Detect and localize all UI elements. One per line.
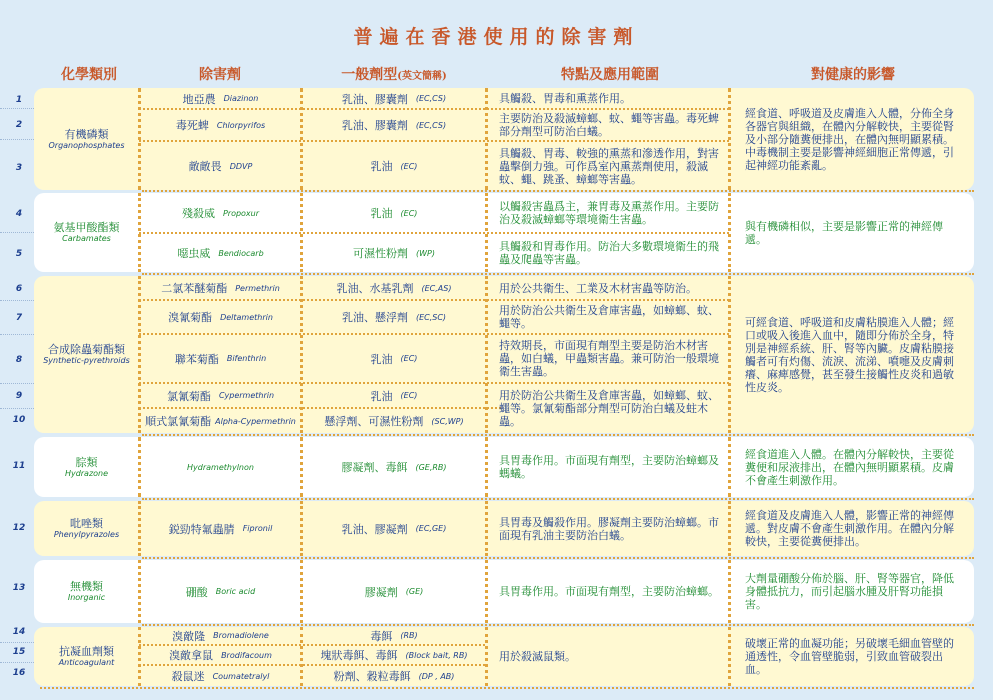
pesticide-name-en: Coumatetralyl [212,671,270,681]
pesticide-cell [141,384,300,407]
health-cell: 可經食道、呼吸道和皮膚粘膜進入人體；經口或吸入後進入血中，隨即分佈於全身，特別是神經系統、肝、腎等內臟。皮膚粘膜接觸者可有灼傷、流淚、流涕、噴嚏及皮膚刺癢、麻痺感覺，甚至發生接觸性皮炎和過敏性皮炎。 [745,315,954,394]
pesticide-name-zh: 順式氯氰菊酯 [145,415,212,428]
features-cell: 用於殺滅鼠類。 [499,650,576,663]
category-en: Anticoagulant [58,658,115,667]
formulation-cell [303,335,485,382]
row-number: 2 [15,120,23,130]
category-cell [34,560,139,623]
health-cell: 經食道進入人體。在體內分解較快，主要從糞便和尿液排出，在體內無明顯累積。皮膚不會產生刺激作用。 [745,447,954,487]
pesticide-cell [141,627,300,644]
row-number: 15 [12,647,26,657]
header-pesticide: 除害劑 [199,67,241,83]
row-number: 12 [12,523,26,533]
pesticide-cell [141,409,300,433]
row-number: 1 [15,95,23,105]
pesticide-name-zh: 二氯苯醚菊酯 [161,282,228,295]
formulation-cell [303,193,485,233]
group-inorganic [34,560,974,623]
category-en: Phenylpyrazoles [53,530,120,539]
category-en: Carbamates [62,234,111,243]
header-formulation-note: (英文簡稱) [397,71,447,82]
features-cell: 具胃毒作用。市面現有劑型，主要防治蟑螂。 [499,585,719,598]
formulation-cell [303,409,485,433]
category-zh: 氨基甲酸酯類 [53,221,120,234]
pesticide-cell [141,276,300,300]
header-health: 對健康的影響 [811,67,895,83]
row-number: 6 [15,284,23,294]
formulation-abbr: (Block bait, RB) [405,650,468,660]
features-cell: 具胃毒及觸殺作用。膠凝劑主要防治蟑螂。市面現有乳油主要防治白蟻。 [499,515,719,542]
pesticide-cell [141,301,300,333]
category-zh: 有機磷類 [64,127,109,141]
pesticide-name-zh: 硼酸 [185,585,208,599]
formulation-zh: 乳油 [370,160,393,173]
formulation-cell [303,110,485,140]
features-cell: 具胃毒作用。市面現有劑型，主要防治蟑螂及螞蟻。 [499,454,719,480]
row-divider [0,108,34,109]
formulation-cell [303,666,485,686]
pesticide-name-en: Diazinon [223,94,259,103]
formulation-abbr: (EC) [400,354,418,363]
category-zh: 合成除蟲菊酯類 [48,343,125,356]
header-formulation [302,64,486,84]
category-en: Inorganic [67,593,106,602]
health-cell: 經食道、呼吸道及皮膚進入人體，分佈全身各器官與組織，在體內分解較快，主要從腎及小部分隨糞便排出，在體內無明顯累積。中毒機制主要是影響神經細胞正常傳遞，引起神經功能紊亂。 [745,106,954,172]
formulation-cell [303,646,485,664]
pesticide-name-zh: 毒死蜱 [175,119,209,132]
category-zh: 無機類 [70,580,103,593]
row-number: 9 [15,391,23,401]
pesticide-name-zh: 氯氰菊酯 [166,389,211,403]
pesticide-cell [141,193,300,233]
header-category: 化學類別 [61,67,117,83]
pesticide-name-zh: 溴氰菊酯 [168,311,213,324]
formulation-abbr: (EC,CS) [415,94,447,103]
pesticide-cell [141,335,300,382]
row-divider [0,139,34,140]
pesticide-name-en: Fipronil [242,524,273,533]
pesticide-name-en: Hydramethylnon [187,462,254,472]
pesticide-name-zh: 聯苯菊酯 [174,352,219,366]
pesticide-cell [141,142,300,190]
formulation-zh: 乳油 [370,352,393,366]
formulation-zh: 毒餌 [370,629,393,643]
health-cell: 大劑量硼酸分佈於腦、肝、腎等器官，降低身體抵抗力，而引起腦水腫及肝腎功能損害。 [745,572,954,611]
pesticide-cell [141,666,300,686]
row-number: 5 [15,249,23,259]
row-divider [0,383,34,384]
header-formulation-label: 一般劑型 [341,67,398,83]
category-zh: 抗凝血劑類 [59,645,114,658]
features-cell: 用於防治公共衛生及倉庫害蟲，如蟑螂、蚊、蠅等。 [499,304,719,330]
pesticide-name-zh: 溴敵隆 [172,629,206,643]
row-number: 7 [15,313,23,323]
row-number: 13 [12,583,26,593]
pesticide-name-en: Bifenthrin [226,354,267,363]
features-cell: 主要防治及殺滅蟑螂、蚊、蠅等害蟲。毒死蜱部分劑型可防治白蟻。 [499,112,719,138]
row-divider [0,408,34,409]
formulation-abbr: (WP) [416,248,435,258]
features-cell: 用於防治公共衛生及倉庫害蟲，如蟑螂、蚊、蠅等。氯氰菊酯部分劑型可防治白蟻及蛀木蟲。 [499,389,719,428]
formulation-zh: 粉劑、穀粒毒餌 [333,670,411,683]
formulation-zh: 乳油、水基乳劑 [336,282,414,295]
formulation-abbr: (EC,AS) [421,283,452,293]
pesticide-name-en: Chlorpyrifos [216,120,266,130]
pesticide-name-zh: 噁虫威 [177,247,211,260]
formulation-abbr: (EC,CS) [415,120,447,130]
group-anticoagulant [34,627,974,686]
group-phenylpyrazoles [34,501,974,556]
formulation-cell [303,88,485,109]
category-cell [34,193,139,272]
category-cell [34,276,139,433]
pesticide-cell [141,501,300,556]
pesticide-name-en: Brodifacoum [221,650,272,660]
row-number: 11 [12,461,26,471]
formulation-abbr: (SC,WP) [431,416,464,426]
row-number: 14 [12,627,26,637]
formulation-abbr: (EC) [400,161,418,171]
category-zh: 腙類 [75,455,98,469]
features-cell: 用於公共衛生、工業及木材害蟲等防治。 [499,281,697,295]
formulation-abbr: (EC,SC) [415,312,447,322]
pesticide-name-en: Propoxur [222,208,260,218]
formulation-zh: 塊狀毒餌、毒餌 [320,649,398,662]
group-organophosphates [34,88,974,190]
formulation-cell [303,142,485,190]
formulation-abbr: (EC) [400,391,418,400]
formulation-zh: 乳油、膠囊劑 [341,92,408,106]
formulation-zh: 可濕性粉劑 [353,247,408,260]
pesticide-name-zh: 地亞農 [182,92,216,106]
pesticide-name-en: Cypermethrin [218,391,275,400]
formulation-cell [303,276,485,300]
features-cell: 以觸殺害蟲爲主，兼胃毒及熏蒸作用。主要防治及殺滅蟑螂等環境衛生害蟲。 [499,200,719,226]
row-divider [0,232,34,233]
row-divider [0,334,34,335]
features-cell: 具觸殺和胃毒作用。防治大多數環境衛生的飛蟲及爬蟲等害蟲。 [499,240,719,266]
pesticide-name-zh: 敵敵畏 [188,160,222,173]
formulation-abbr: (RB) [400,631,418,640]
pesticide-name-en: Alpha-Cypermethrin [215,416,296,426]
formulation-zh: 乳油、懸浮劑 [341,311,408,324]
formulation-cell [303,301,485,333]
category-cell [34,437,139,497]
formulation-abbr: (GE) [405,587,424,596]
features-cell: 持效期長，市面現有劑型主要是防治木材害蟲，如白蟻，甲蟲類害蟲。兼可防治一般環境衛生害蟲。 [499,339,719,378]
row-number: 16 [12,668,26,678]
formulation-cell [303,560,485,623]
pesticide-cell [141,88,300,109]
pesticide-cell [141,234,300,272]
row-divider [0,642,34,643]
formulation-cell [303,501,485,556]
pesticide-cell [141,110,300,140]
formulation-abbr: (EC) [400,208,418,218]
category-cell [34,627,139,686]
health-cell: 破壞正常的血凝功能；另破壞毛細血管壁的通透性，令血管壁脆弱，引致血管破裂出血。 [745,637,954,676]
header-features: 特點及應用範圍 [561,67,659,83]
pesticide-name-en: Permethrin [235,283,280,293]
page-title: 普遍在香港使用的除害劑 [353,26,640,48]
health-cell: 經食道及皮膚進入人體，影響正常的神經傳遞。對皮膚不會產生刺激作用。在體內分解較快，主要從糞便排出。 [745,509,954,548]
formulation-cell [303,234,485,272]
pesticide-cell [141,437,300,497]
formulation-zh: 膠凝劑 [364,585,398,599]
row-divider [0,300,34,301]
health-cell: 與有機磷相似，主要是影響正常的神經傳遞。 [745,219,943,246]
pesticide-name-en: Bendiocarb [218,248,264,258]
formulation-zh: 乳油、膠囊劑 [341,119,408,132]
formulation-cell [303,437,485,497]
features-cell: 具觸殺、胃毒、較強的熏蒸和滲透作用，對害蟲擊倒力強。可作爲室內熏蒸劑使用，殺滅蚊、蠅、跳蚤、蟑螂等害蟲。 [499,146,719,186]
pesticide-name-en: Boric acid [215,587,256,596]
pesticide-name-en: DDVP [229,161,253,171]
row-number: 4 [15,209,23,219]
formulation-cell [303,384,485,407]
row-number: 10 [12,415,26,425]
group-synthetic-pyrethroids [34,276,974,433]
group-carbamates [34,193,974,272]
formulation-abbr: (EC,GE) [415,524,447,533]
formulation-zh: 乳油、膠凝劑 [341,522,408,536]
group-hydrazone [34,437,974,497]
pesticide-name-en: Bromadiolene [213,631,269,640]
pesticide-name-en: Deltamethrin [220,312,273,322]
category-en: Hydrazone [64,468,109,478]
formulation-abbr: (DP , AB) [418,671,455,681]
features-cell: 具觸殺、胃毒和熏蒸作用。 [499,92,631,105]
formulation-zh: 乳油 [370,207,393,220]
category-en: Organophosphates [48,140,125,150]
category-cell [34,501,139,556]
pesticide-name-zh: 殺鼠迷 [171,670,205,683]
row-divider [0,662,34,663]
pesticide-name-zh: 殘殺威 [181,207,215,220]
formulation-abbr: (GE,RB) [415,462,447,472]
pesticide-name-zh: 溴敵拿鼠 [169,649,214,662]
category-en: Synthetic-pyrethroids [43,356,130,365]
pesticide-cell [141,646,300,664]
category-cell [34,88,139,190]
formulation-zh: 乳油 [370,389,393,403]
pesticide-cell [141,560,300,623]
formulation-zh: 懸浮劑、可濕性粉劑 [324,415,424,428]
formulation-cell [303,627,485,644]
formulation-zh: 膠凝劑、毒餌 [341,461,408,474]
category-zh: 吡唑類 [70,517,103,530]
pesticide-name-zh: 鋭勁特氟蟲腈 [168,522,235,536]
row-number: 8 [15,355,23,365]
row-number: 3 [15,163,23,173]
